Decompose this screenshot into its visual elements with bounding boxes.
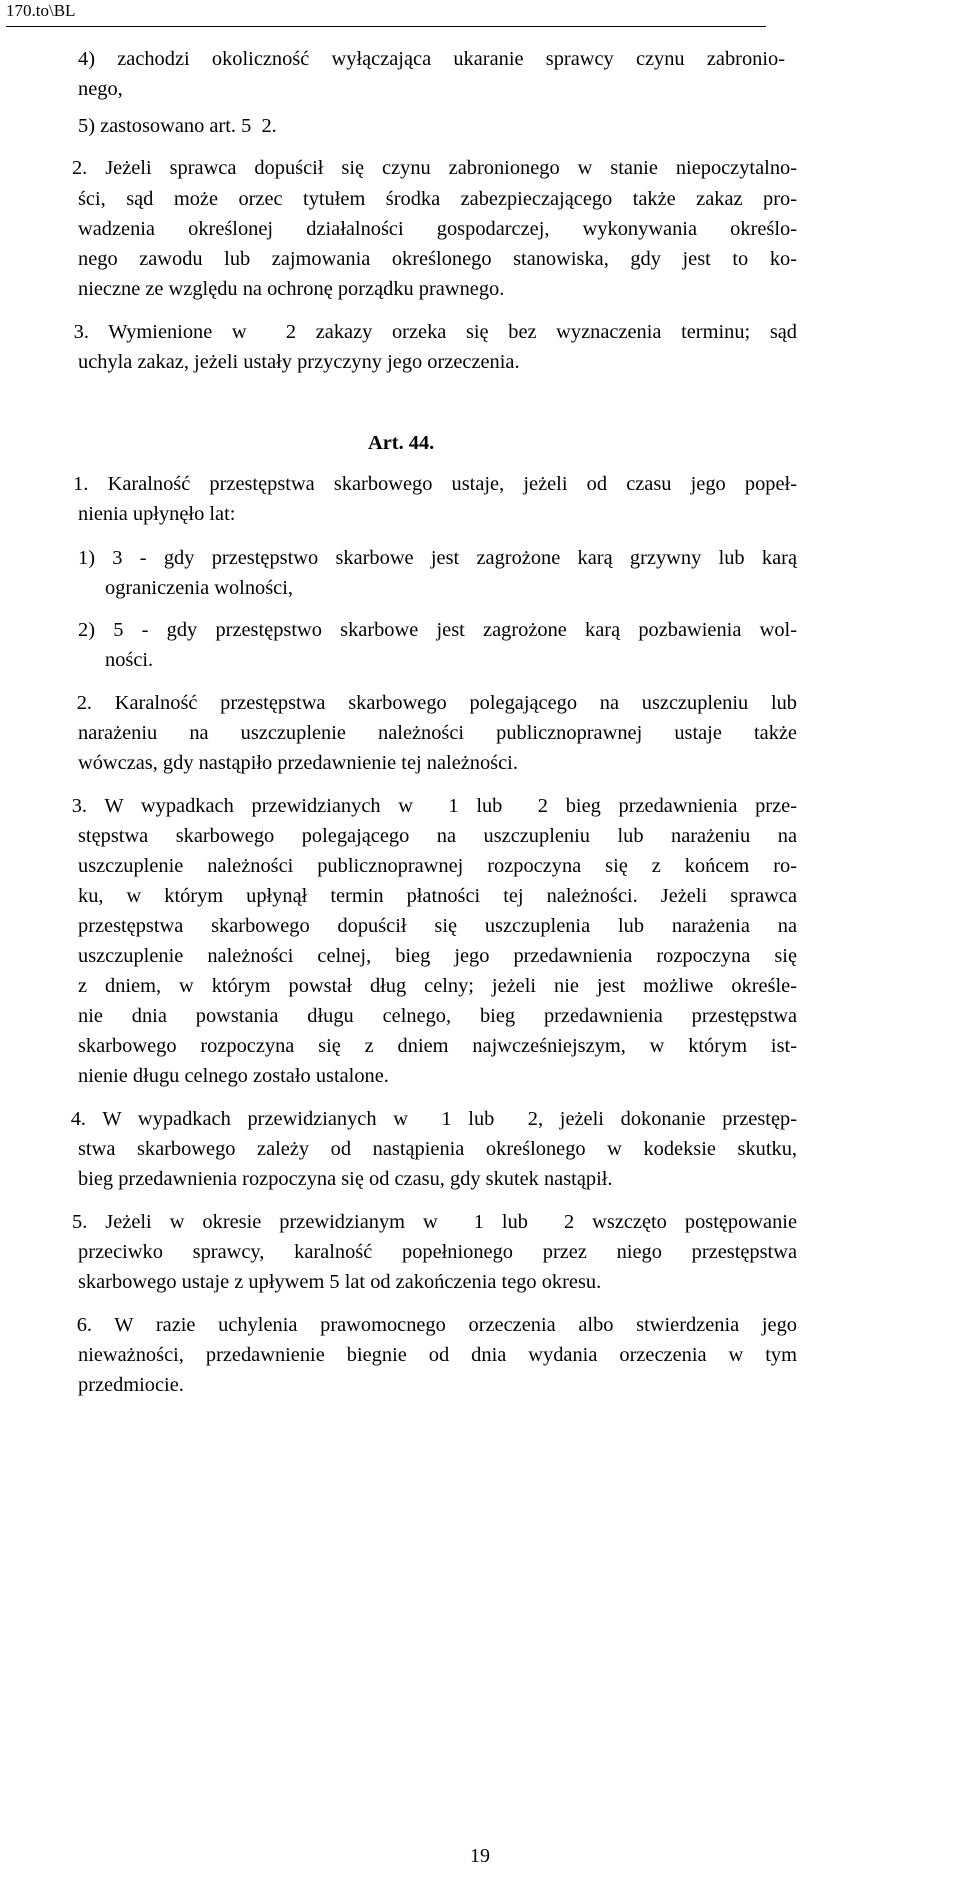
text-line: narażeniu na uszczuplenie należności publicznoprawnej ustaje także bbox=[78, 722, 797, 744]
text-line: uchyla zakaz, jeżeli ustały przyczyny jego orzeczenia. bbox=[78, 351, 520, 373]
text-line: z dniem, w którym powstał dług celny; jeżeli nie jest możliwe określe- bbox=[78, 975, 797, 997]
text-line: nieważności, przedawnienie biegnie od dnia wydania orzeczenia w tym bbox=[78, 1344, 797, 1366]
text-line: ności. bbox=[105, 649, 154, 671]
text-line: 4) zachodzi okoliczność wyłączająca ukaranie sprawcy czynu zabronio- bbox=[78, 48, 785, 70]
text-line: stępstwa skarbowego polegającego na uszczupleniu lub narażeniu na bbox=[78, 825, 797, 847]
text-line: uszczuplenie należności celnej, bieg jego przedawnienia rozpoczyna się bbox=[78, 945, 797, 967]
page-number: 19 bbox=[470, 1845, 490, 1867]
text-line: wówczas, gdy nastąpiło przedawnienie tej należności. bbox=[78, 752, 518, 774]
text-line: stwa skarbowego zależy od nastąpienia określonego w kodeksie skutku, bbox=[78, 1138, 797, 1160]
article-title: Art. 44. bbox=[368, 432, 435, 454]
text-line: skarbowego ustaje z upływem 5 lat od zakończenia tego okresu. bbox=[78, 1271, 602, 1293]
text-line: wadzenia określonej działalności gospodarczej, wykonywania określo- bbox=[78, 218, 797, 240]
text-line: bieg przedawnienia rozpoczyna się od czasu, gdy skutek nastąpił. bbox=[78, 1168, 613, 1190]
text-line: skarbowego rozpoczyna się z dniem najwcześniejszym, w którym ist- bbox=[78, 1035, 797, 1057]
text-line: 2. Karalność przestępstwa skarbowego polegającego na uszczupleniu lub bbox=[54, 692, 797, 714]
text-line: 3. W wypadkach przewidzianych w 1 lub 2 bieg przedawnienia prze- bbox=[54, 795, 797, 817]
text-line: 5) zastosowano art. 5 2. bbox=[78, 115, 277, 137]
text-line: 2) 5 - gdy przestępstwo skarbowe jest zagrożone karą pozbawienia wol- bbox=[78, 619, 797, 641]
text-line: przedmiocie. bbox=[78, 1374, 184, 1396]
text-line: przestępstwa skarbowego dopuścił się uszczuplenia lub narażenia na bbox=[78, 915, 797, 937]
text-line: ograniczenia wolności, bbox=[105, 577, 293, 599]
text-line: 5. Jeżeli w okresie przewidzianym w 1 lub 2 wszczęto postępowanie bbox=[54, 1211, 797, 1233]
text-line: 3. Wymienione w 2 zakazy orzeka się bez wyznaczenia terminu; sąd bbox=[54, 321, 797, 343]
text-line: przeciwko sprawcy, karalność popełnionego przez niego przestępstwa bbox=[78, 1241, 797, 1263]
text-line: nieczne ze względu na ochronę porządku prawnego. bbox=[78, 278, 505, 300]
text-line: 1. Karalność przestępstwa skarbowego ustaje, jeżeli od czasu jego popeł- bbox=[54, 473, 797, 495]
text-line: 6. W razie uchylenia prawomocnego orzeczenia albo stwierdzenia jego bbox=[54, 1314, 797, 1336]
text-line: nienie długu celnego zostało ustalone. bbox=[78, 1065, 389, 1087]
text-line: nienia upłynęło lat: bbox=[78, 503, 236, 525]
text-line: nie dnia powstania długu celnego, bieg przedawnienia przestępstwa bbox=[78, 1005, 797, 1027]
page-header: 170.to\BL bbox=[6, 0, 766, 27]
text-line: uszczuplenie należności publicznoprawnej rozpoczyna się z końcem ro- bbox=[78, 855, 797, 877]
text-line: nego zawodu lub zajmowania określonego stanowiska, gdy jest to ko- bbox=[78, 248, 797, 270]
text-line: ści, sąd może orzec tytułem środka zabezpieczającego także zakaz pro- bbox=[78, 188, 797, 210]
text-line: ku, w którym upłynął termin płatności tej należności. Jeżeli sprawca bbox=[78, 885, 797, 907]
text-line: 4. W wypadkach przewidzianych w 1 lub 2, jeżeli dokonanie przestęp- bbox=[54, 1108, 797, 1130]
text-line: nego, bbox=[78, 78, 123, 100]
text-line: 1) 3 - gdy przestępstwo skarbowe jest zagrożone karą grzywny lub karą bbox=[78, 547, 797, 569]
text-line: 2. Jeżeli sprawca dopuścił się czynu zabronionego w stanie niepoczytalno- bbox=[54, 157, 797, 179]
